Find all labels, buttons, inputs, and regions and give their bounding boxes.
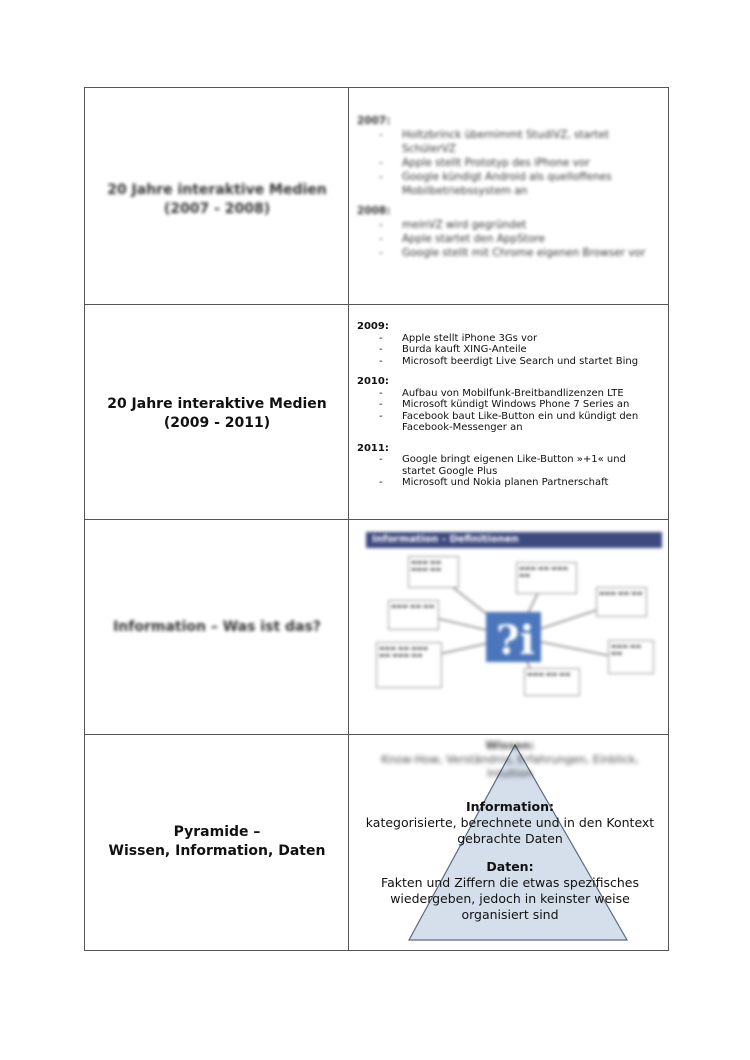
year-label: 2009:: [357, 321, 389, 332]
row-title: [85, 823, 349, 861]
list-item: - Microsoft beerdigt Live Search und startet Bing: [379, 356, 662, 368]
row-title: [85, 181, 349, 219]
timeline-list: [357, 321, 662, 489]
row-title: [85, 395, 349, 433]
definition-box: ▬▬▬ ▬▬ ▬▬: [608, 640, 654, 674]
definition-box: ▬▬▬ ▬▬ ▬▬: [524, 668, 580, 696]
row-title-line: Wissen, Information, Daten: [108, 843, 326, 859]
document-table: [84, 87, 669, 951]
svg-text:?i: ?i: [496, 617, 535, 664]
row-title-line: (2007 - 2008): [163, 201, 271, 217]
year-label: 2008:: [357, 205, 391, 217]
year-label: 2011:: [357, 442, 389, 454]
row-title-line: 20 Jahre interaktive Medien: [107, 182, 327, 198]
definition-box: ▬▬▬ ▬▬ ▬▬: [388, 600, 439, 630]
table-row: [84, 304, 669, 520]
table-row: [84, 519, 669, 735]
column-divider: [348, 87, 349, 951]
year-items: [357, 218, 662, 260]
definition-box: ▬▬▬ ▬▬ ▬▬▬ ▬▬: [516, 562, 577, 594]
definition-box: ▬▬▬ ▬▬ ▬▬▬ ▬▬ ▬▬▬ ▬▬: [376, 642, 442, 688]
definition-box: ▬▬▬ ▬▬ ▬▬: [596, 587, 647, 617]
table-row: [84, 87, 669, 305]
info-definitions-slide: [366, 532, 656, 702]
daten-text: Fakten und Ziffern die etwas spezifisches wiedergeben, jedoch in keinster weise organisiert sind: [381, 875, 639, 922]
year-items: [357, 128, 662, 198]
list-item: - Holtzbrinck übernimmt StudiVZ, startet SchülerVZ: [379, 128, 662, 156]
information-block: [365, 799, 655, 847]
year-label: 2010:: [357, 376, 389, 387]
list-item: - Microsoft und Nokia planen Partnerschaft: [379, 477, 662, 489]
list-item: - Google stellt mit Chrome eigenen Browser vor: [379, 246, 662, 260]
timeline-list: [357, 114, 662, 260]
information-text: kategorisierte, berechnete und in den Kontext gebrachte Daten: [365, 815, 655, 846]
list-item: - Google bringt eigenen Like-Button »+1« und startet Google Plus: [379, 454, 662, 477]
list-item: - Apple stellt Prototyp des iPhone vor: [379, 156, 662, 170]
table-row: [84, 734, 669, 951]
list-item: - Google kündigt Android als quelloffenes Mobilbetriebssystem an: [379, 170, 662, 198]
wissen-text: Know-How, Verständnis, Erfahrungen, Einblick, Intuition: [381, 753, 639, 780]
list-item: - Microsoft kündigt Windows Phone 7 Series an: [379, 399, 662, 411]
list-item: - meinVZ wird gegründet: [379, 218, 662, 232]
list-item: - Apple startet den AppStore: [379, 232, 662, 246]
row-title-line: (2009 - 2011): [163, 415, 271, 431]
row-title: Information – Was ist das?: [113, 619, 321, 635]
wissen-heading: Wissen:: [485, 739, 535, 752]
daten-heading: Daten:: [486, 859, 534, 874]
year-label: 2007:: [357, 115, 391, 127]
wissen-block: [365, 739, 655, 781]
definition-box: ▬▬▬ ▬▬ ▬▬▬ ▬▬: [408, 556, 459, 588]
daten-block: [357, 859, 663, 923]
list-item: - Burda kauft XING-Anteile: [379, 344, 662, 356]
year-items: [357, 454, 662, 489]
list-item: - Apple stellt iPhone 3Gs vor: [379, 333, 662, 345]
year-items: [357, 333, 662, 368]
list-item: - Aufbau von Mobilfunk-Breitbandlizenzen LTE: [379, 388, 662, 400]
slide-title-bar: Information - Definitionen: [366, 532, 662, 548]
information-heading: Information:: [466, 799, 554, 814]
row-title-line: 20 Jahre interaktive Medien: [107, 396, 327, 412]
list-item: - Facebook baut Like-Button ein und kündigt den Facebook-Messenger an: [379, 411, 662, 434]
row-title-line: Pyramide –: [173, 824, 261, 840]
year-items: [357, 388, 662, 434]
